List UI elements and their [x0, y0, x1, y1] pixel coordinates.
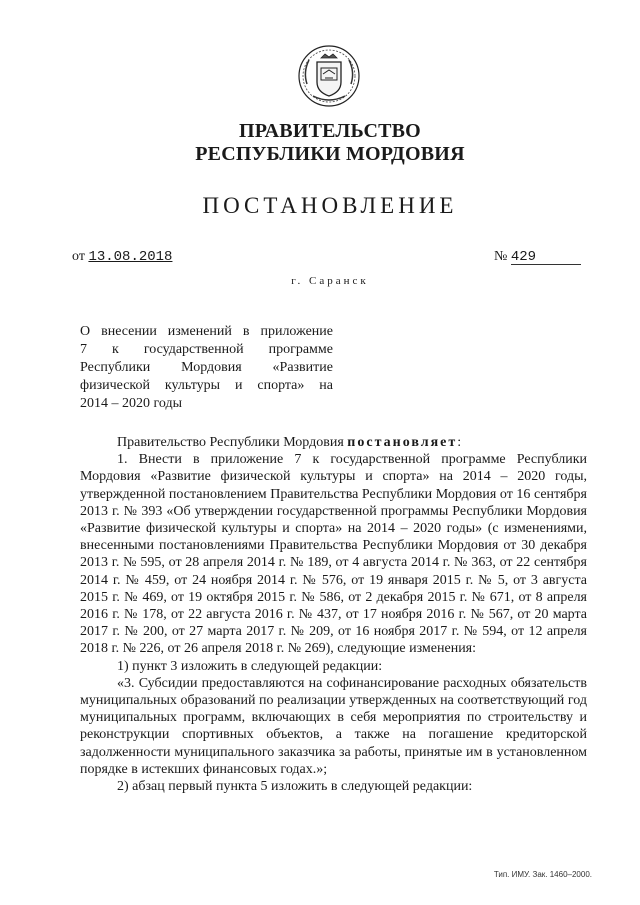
coat-of-arms-emblem [297, 44, 361, 108]
intro-paragraph [80, 434, 587, 451]
print-imprint: Тип. ИМУ. Зак. 1460–2000. [493, 870, 592, 879]
organization-name-line2: РЕСПУБЛИКИ МОРДОВИЯ [195, 143, 465, 165]
body-paragraph-3: «3. Субсидии предоставляются на софинансирование расходных обязательств муниципальных образований по реализации утвержденных на соответствующий год муниципальных программ, включающих в себя мероприятия по строительству и реконструкции спортивных объектов, а также на погашение кредиторской задолженности муниципального заказчика за работы, принятые им в установленном порядке в истекших финансовых годах.»; [80, 675, 587, 777]
subject-line: Республики Мордовия «Развитие [80, 360, 333, 375]
body-paragraph-4: 2) абзац первый пункта 5 изложить в следующей редакции: [117, 779, 473, 795]
subject-line: 7 к государственной программе [80, 342, 333, 357]
city-name: г. Саранск [291, 275, 369, 287]
date-value: 13.08.2018 [88, 249, 173, 265]
document-number [494, 249, 581, 265]
subject-line: физической культуры и спорта» на [80, 378, 333, 393]
subject-line: О внесении изменений в приложение [80, 324, 333, 339]
body-paragraph-1: 1. Внести в приложение 7 к государственной программе Республики Мордовия «Развитие физической культуры и спорта» на 2014 – 2020 годы, утвержденной постановлением Правительства Республики Мордовия от 16 сентября 2013 г. № 393 «Об утверждении государственной программы Республики Мордовия «Развитие физической культуры и спорта» на 2014 – 2020 годы» (с изменениями, внесенными постановлениями Правительства Республики Мордовия от 30 декабря 2013 г. № 595, от 28 апреля 2014 г. № 189, от 4 августа 2014 г. № 363, от 22 сентября 2014 г. № 459, от 24 ноября 2014 г. № 576, от 19 января 2015 г. № 5, от 3 августа 2015 г. № 469, от 19 октября 2015 г. № 586, от 2 декабря 2015 г. № 671, от 8 апреля 2016 г. № 178, от 22 августа 2016 г. № 437, от 17 ноября 2016 г. № 567, от 20 марта 2017 г. № 200, от 27 марта 2017 г. № 209, от 16 ноября 2017 г. № 594, от 12 апреля 2018 г. № 226, от 26 апреля 2018 г. № 269), следующие изменения: [80, 452, 587, 657]
document-subject [80, 323, 333, 413]
intro-suffix: : [457, 435, 462, 450]
date-prefix: от [72, 249, 85, 264]
document-date [72, 249, 172, 265]
organization-name-line1: ПРАВИТЕЛЬСТВО [239, 120, 421, 142]
body-paragraph-2: 1) пункт 3 изложить в следующей редакции: [117, 658, 383, 674]
document-body [80, 434, 587, 795]
intro-verb: постановляет [347, 435, 458, 450]
intro-prefix: Правительство Республики Мордовия [117, 435, 348, 450]
document-type-title: ПОСТАНОВЛЕНИЕ [202, 193, 458, 218]
subject-line: 2014 – 2020 годы [80, 396, 183, 411]
number-value: 429 [511, 250, 581, 265]
number-prefix: № [494, 249, 508, 264]
